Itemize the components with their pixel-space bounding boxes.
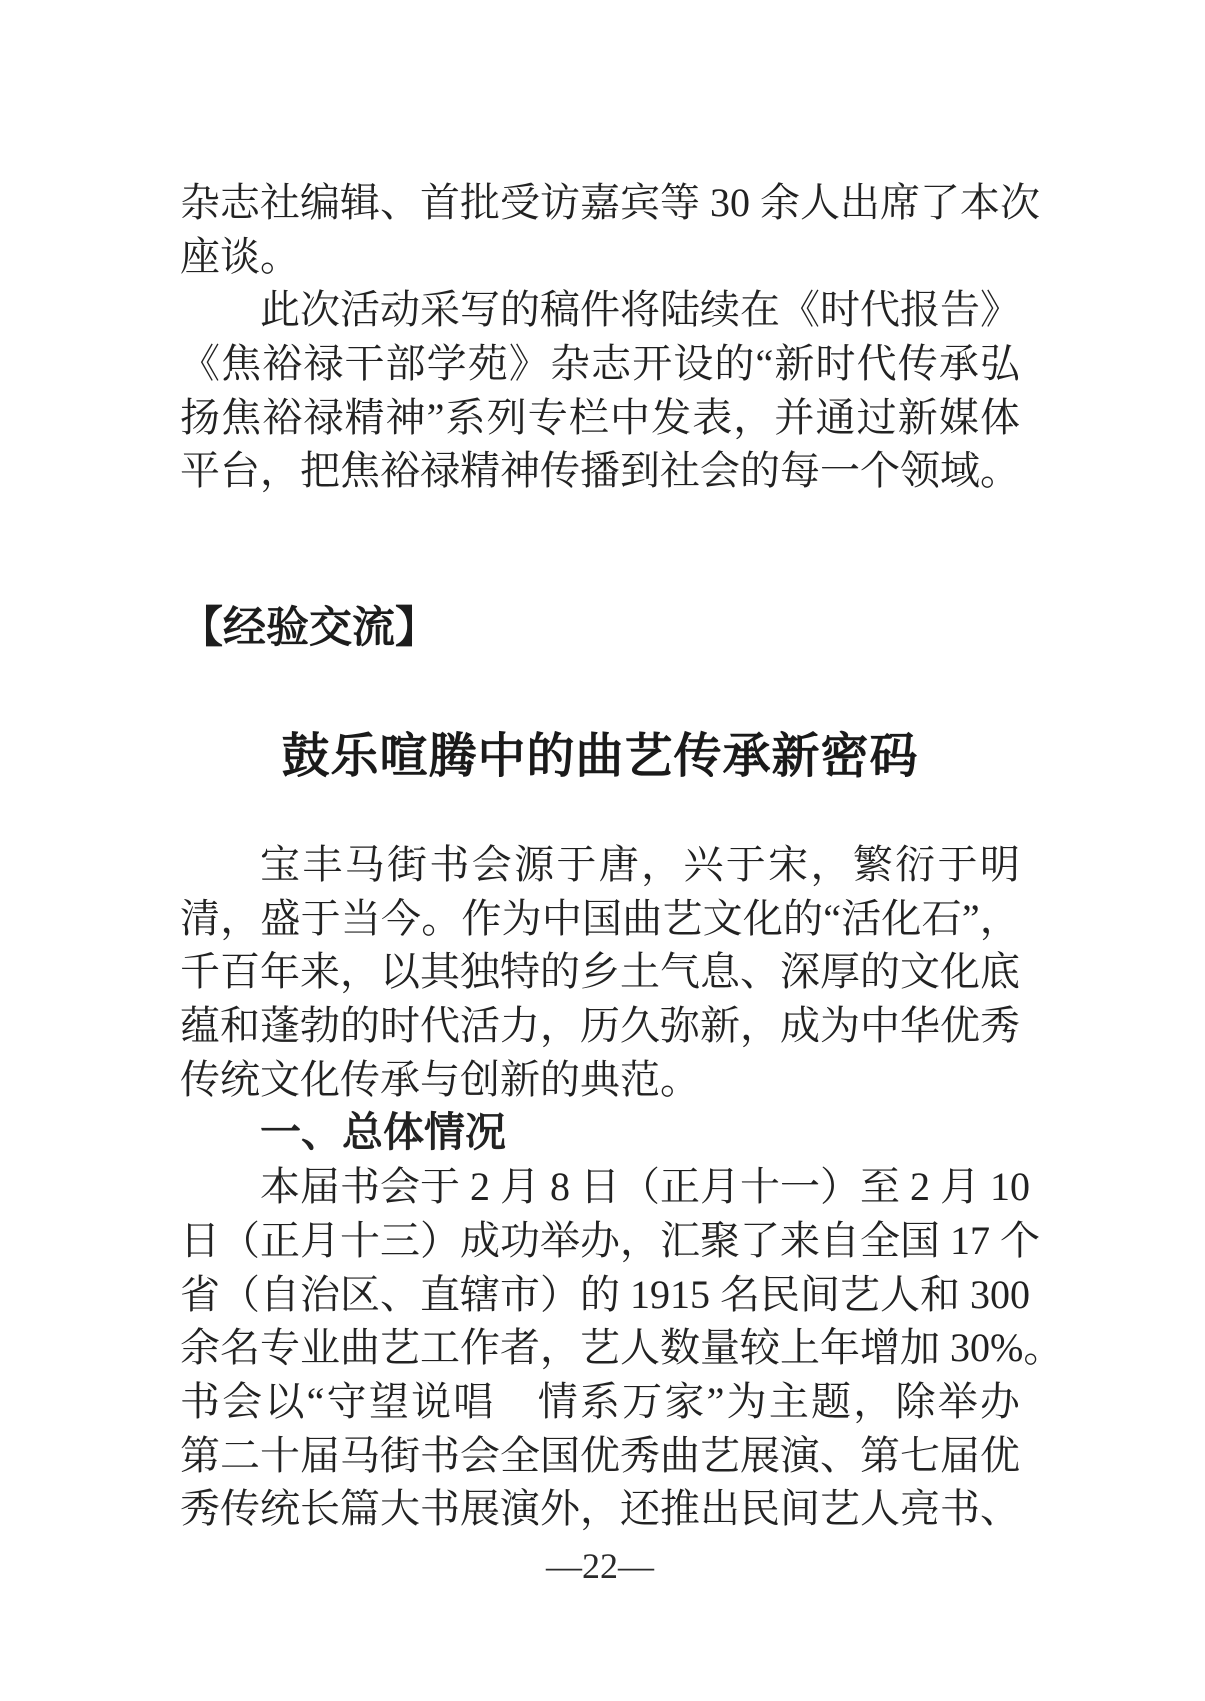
article-body-line: 秀 传 统 长 篇 大 书 展 演 外 ， 还 推 出 民 间 艺 人 亮 书 、 xyxy=(180,1486,1020,1532)
body-line: 杂 志 社 编 辑 、 首 批 受 访 嘉 宾 等 3 0 余 人 出 席 了 本 次 xyxy=(180,180,1040,225)
article-body-line: 省 （ 自 治 区 、 直 辖 市 ） 的 1 9 1 5 名 民 间 艺 人 和 3 0 0 xyxy=(180,1271,1030,1317)
article-body xyxy=(180,838,1064,1536)
body-line: 平 台 ， 把 焦 裕 禄 精 神 传 播 到 社 会 的 每 一 个 领 域 。 xyxy=(180,448,1020,494)
article-title: 鼓乐喧腾中的曲艺传承新密码 xyxy=(281,730,919,783)
article-body-line: 书 会 以 “ 守 望 说 唱 情 系 万 家 ” 为 主 题 ， 除 举 办 xyxy=(180,1378,1020,1424)
article-intro-line: 宝 丰 马 街 书 会 源 于 唐 ， 兴 于 宋 ， 繁 衍 于 明 xyxy=(260,842,1020,887)
top-paragraphs xyxy=(180,176,1040,498)
body-line: 座谈。 xyxy=(180,233,300,279)
page-number: —22— xyxy=(546,1546,654,1586)
article-body-line: 余 名 专 业 曲 艺 工 作 者 ， 艺 人 数 量 较 上 年 增 加 3 0 % 。 xyxy=(180,1325,1064,1371)
body-line: 此 次 活 动 采 写 的 稿 件 将 陆 续 在 《 时 代 报 告 》 xyxy=(260,287,1020,333)
article-subheading: 一、总体情况 xyxy=(260,1109,506,1156)
body-line: 《 焦 裕 禄 干 部 学 苑 》 杂 志 开 设 的 “ 新 时 代 传 承 弘 xyxy=(180,341,1020,387)
article-intro-line: 蕴 和 蓬 勃 的 时 代 活 力 ， 历 久 弥 新 ， 成 为 中 华 优 秀 xyxy=(180,1003,1020,1049)
article-intro-line: 传统文化传承与创新的典范。 xyxy=(180,1056,700,1102)
article-body-line: 第 二 十 届 马 街 书 会 全 国 优 秀 曲 艺 展 演 、 第 七 届 优 xyxy=(180,1432,1020,1478)
article-body-line: 本 届 书 会 于 2 月 8 日 （ 正 月 十 一 ） 至 2 月 1 0 xyxy=(260,1164,1030,1210)
section-marker: 【经验交流】 xyxy=(180,604,438,652)
article-intro-line: 千 百 年 来 ， 以 其 独 特 的 乡 土 气 息 、 深 厚 的 文 化 底 xyxy=(180,949,1020,995)
article-body-line: 日 （ 正 月 十 三 ） 成 功 举 办 ， 汇 聚 了 来 自 全 国 1 7 个 xyxy=(180,1217,1040,1263)
body-line: 扬 焦 裕 禄 精 神 ” 系 列 专 栏 中 发 表 ， 并 通 过 新 媒 体 xyxy=(180,394,1020,440)
article-intro-line: 清 ， 盛 于 当 今 。 作 为 中 国 曲 艺 文 化 的 “ 活 化 石 ” ， xyxy=(180,895,1020,941)
